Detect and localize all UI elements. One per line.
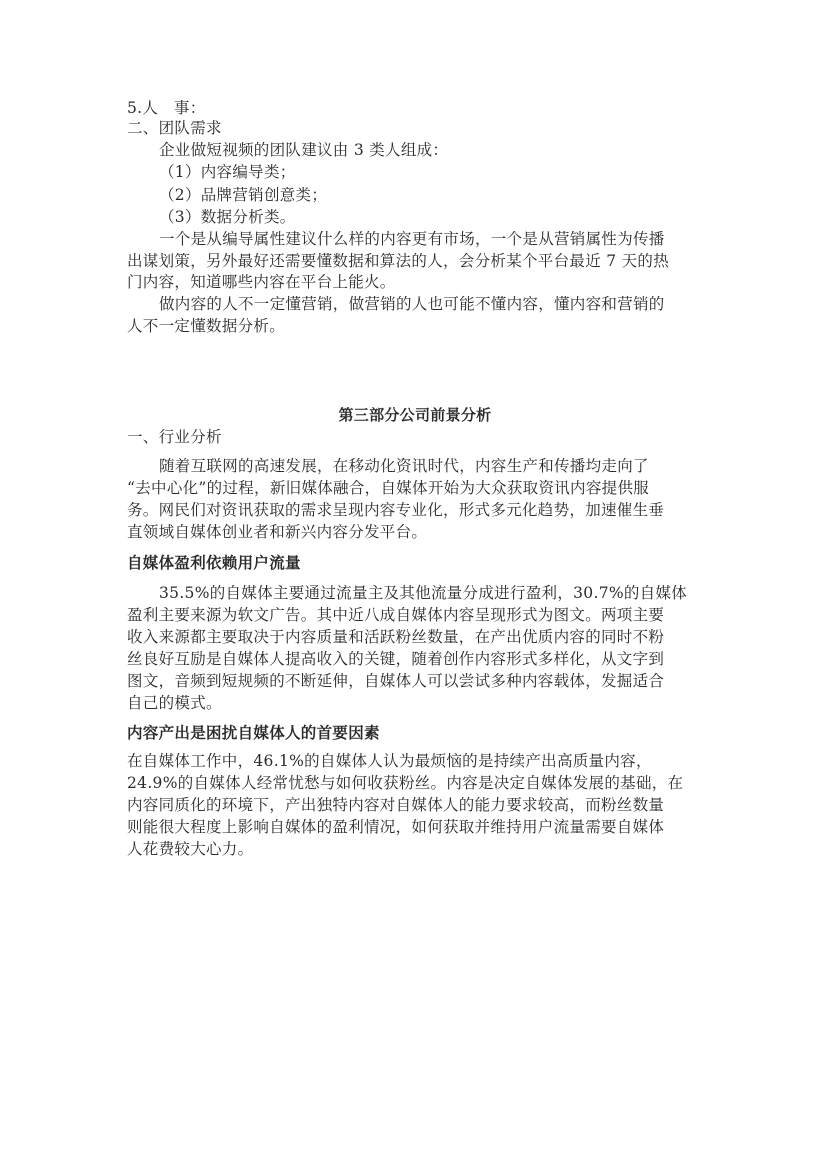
text-line: 自己的模式。: [127, 694, 222, 712]
text-line: 人不一定懂数据分析。: [127, 317, 286, 335]
text-line: 35.5%的自媒体主要通过流量主及其他流量分成进行盈利，30.7%的自媒体: [159, 584, 688, 602]
text-line: 门内容，知道哪些内容在平台上能火。: [127, 273, 396, 291]
text-line: 出谋划策，另外最好还需要懂数据和算法的人，会分析某个平台最近 7 天的热: [127, 252, 670, 270]
subheading: 内容产出是困扰自媒体人的首要因素: [127, 724, 380, 742]
section-title: 第三部分公司前景分析: [338, 406, 492, 424]
text-line: 则能很大程度上影响自媒体的盈利情况，如何获取并维持用户流量需要自媒体: [127, 818, 665, 836]
text-line: 内容同质化的环境下，产出独特内容对自媒体人的能力要求较高，而粉丝数量: [127, 796, 665, 814]
subheading: 自媒体盈利依赖用户流量: [127, 554, 301, 572]
text-line: 一个是从编导属性建议什么样的内容更有市场，一个是从营销属性为传播: [159, 230, 665, 248]
text-line: 一、行业分析: [127, 428, 222, 446]
text-line: 在自媒体工作中，46.1%的自媒体人认为最烦恼的是持续产出高质量内容，: [127, 752, 652, 770]
text-line: 直领域自媒体创业者和新兴内容分发平台。: [127, 523, 428, 541]
text-line: 收入来源都主要取决于内容质量和活跃粉丝数量，在产出优质内容的同时不粉: [127, 628, 665, 646]
text-line: 做内容的人不一定懂营销，做营销的人也可能不懂内容，懂内容和营销的: [159, 295, 665, 313]
text-line: 务。网民们对资讯获取的需求呈现内容专业化，形式多元化趋势，加速催生垂: [127, 501, 665, 519]
text-line: 人花费较大心力。: [127, 840, 254, 858]
text-line: 二、团队需求: [127, 119, 222, 137]
text-line: （2）品牌营销创意类；: [159, 186, 328, 204]
text-line: 盈利主要来源为软文广告。其中近八成自媒体内容呈现形式为图文。两项主要: [127, 606, 665, 624]
text-line: 随着互联网的高速发展，在移动化资讯时代，内容生产和传播均走向了: [159, 457, 649, 475]
text-line: 图文，音频到短规频的不断延伸，自媒体人可以尝试多种内容载体，发掘适合: [127, 672, 665, 690]
text-line: 5.人 事：: [127, 99, 206, 117]
text-line: 丝良好互励是自媒体人提高收入的关键，随着创作内容形式多样化，从文字到: [127, 650, 665, 668]
text-line: “去中心化”的过程，新旧媒体融合，自媒体开始为大众获取资讯内容提供服: [127, 479, 650, 497]
text-line: 企业做短视频的团队建议由 3 类人组成：: [159, 141, 449, 159]
text-line: 24.9%的自媒体人经常忧愁与如何收获粉丝。内容是决定自媒体发展的基础，在: [127, 774, 684, 792]
text-line: （1）内容编导类；: [159, 163, 296, 181]
text-line: （3）数据分析类。: [159, 208, 296, 226]
